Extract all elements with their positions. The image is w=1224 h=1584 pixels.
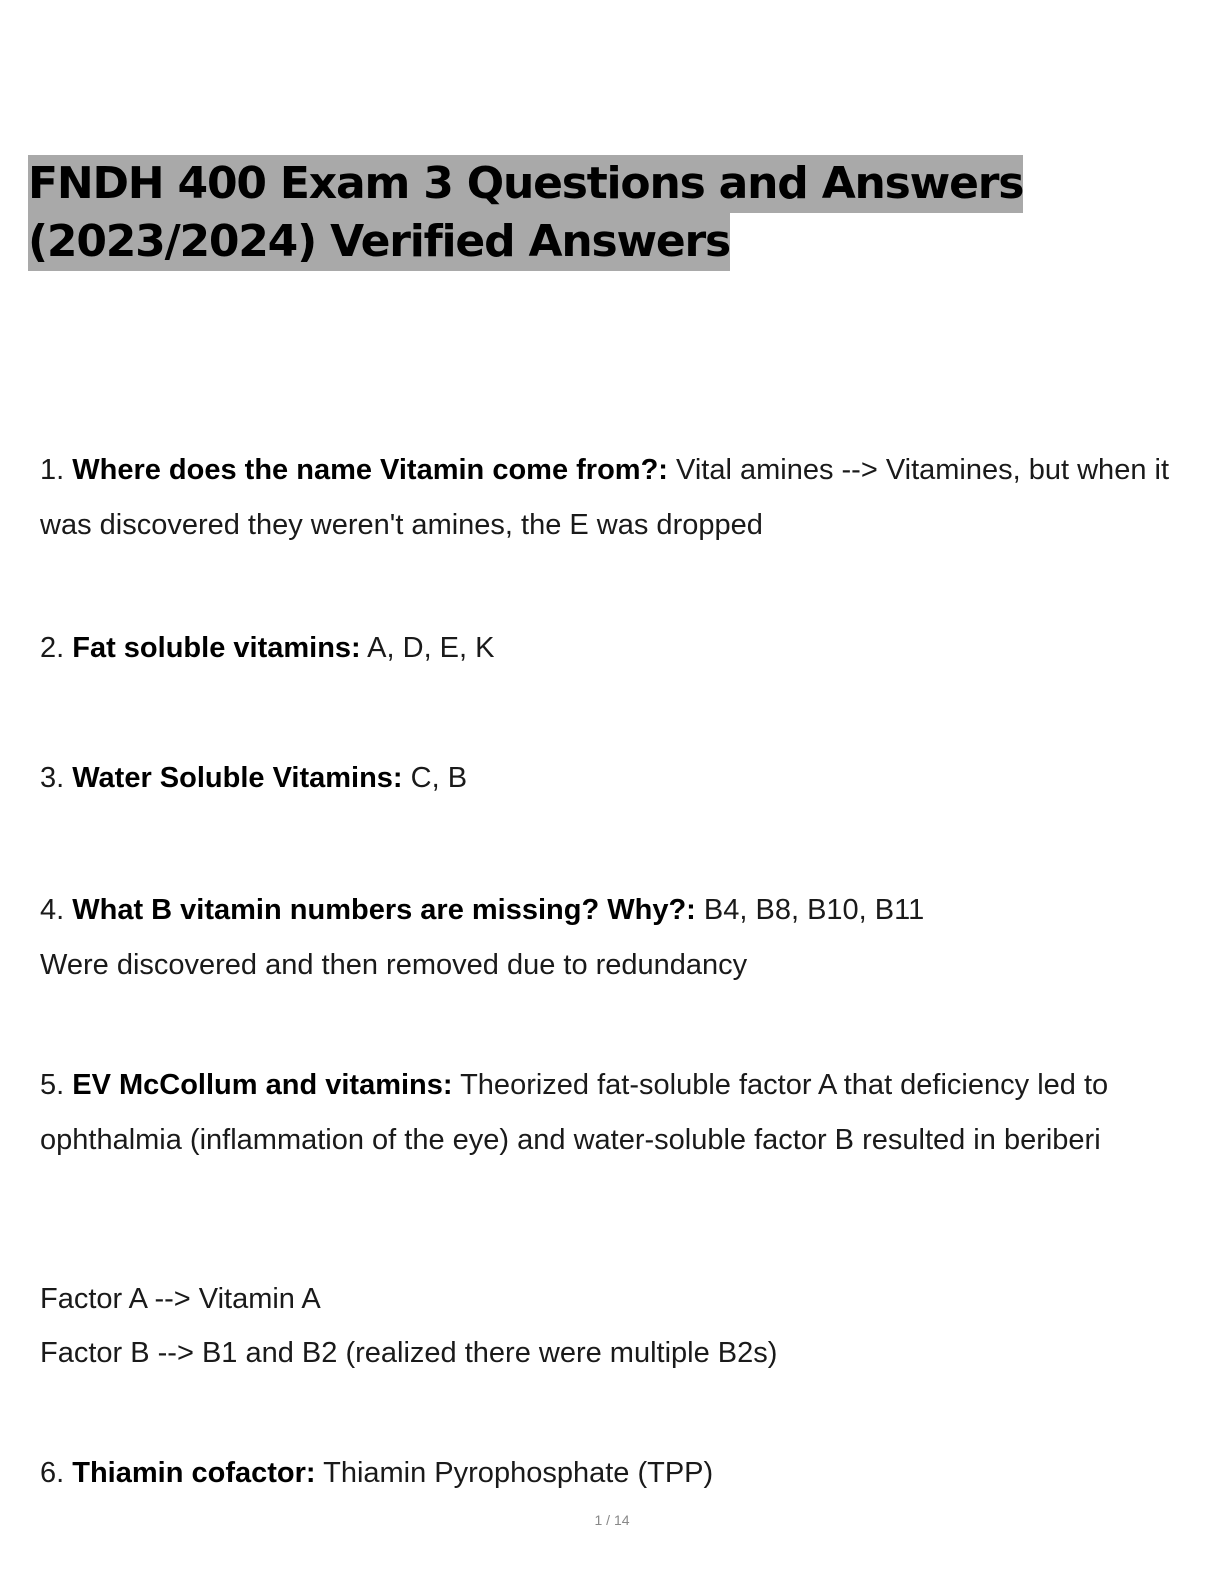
item-question: Where does the name Vitamin come from?: <box>72 454 668 486</box>
item-answer: C, B <box>410 762 468 794</box>
item-number: 2. <box>40 632 65 664</box>
item-number: 1. <box>40 454 65 486</box>
item-question: Thiamin cofactor: <box>72 1457 316 1489</box>
page-indicator: 1 / 14 <box>594 1512 630 1528</box>
document-title <box>28 155 1028 271</box>
item-question: Fat soluble vitamins: <box>72 632 361 664</box>
item-answer: Thiamin Pyrophosphate (TPP) <box>323 1457 714 1489</box>
item-answer: Theorized fat-soluble factor A that deficiency led to ophthalmia (inflammation of the eye) and water-soluble factor B resulted in beriberi <box>40 1069 1109 1156</box>
item-answer: Vital amines --> Vitamines, but when it was discovered they weren't amines, the E was dropped <box>40 454 1170 541</box>
item-question: What B vitamin numbers are missing? Why?: <box>72 894 696 926</box>
qa-item-2 <box>40 621 1180 676</box>
title-line-2: (2023/2024) Verified Answers <box>28 213 730 271</box>
qa-item-5 <box>40 1058 1180 1167</box>
item-answer: A, D, E, K <box>367 632 495 664</box>
item-number: 6. <box>40 1457 65 1489</box>
qa-item-5-note-2: Factor B --> B1 and B2 (realized there were multiple B2s) <box>40 1337 778 1369</box>
item-number: 5. <box>40 1069 65 1101</box>
qa-item-3 <box>40 751 1180 806</box>
item-number: 4. <box>40 894 65 926</box>
item-number: 3. <box>40 762 65 794</box>
qa-item-6 <box>40 1446 1180 1501</box>
item-question: Water Soluble Vitamins: <box>72 762 403 794</box>
item-question: EV McCollum and vitamins: <box>72 1069 453 1101</box>
title-line-1: FNDH 400 Exam 3 Questions and Answers <box>28 155 1023 213</box>
qa-item-4 <box>40 883 1180 992</box>
qa-item-5-note-1: Factor A --> Vitamin A <box>40 1283 321 1315</box>
item-answer: B4, B8, B10, B11 <box>703 894 925 926</box>
qa-item-1 <box>40 443 1180 552</box>
item-answer-continued: Were discovered and then removed due to redundancy <box>40 948 748 981</box>
